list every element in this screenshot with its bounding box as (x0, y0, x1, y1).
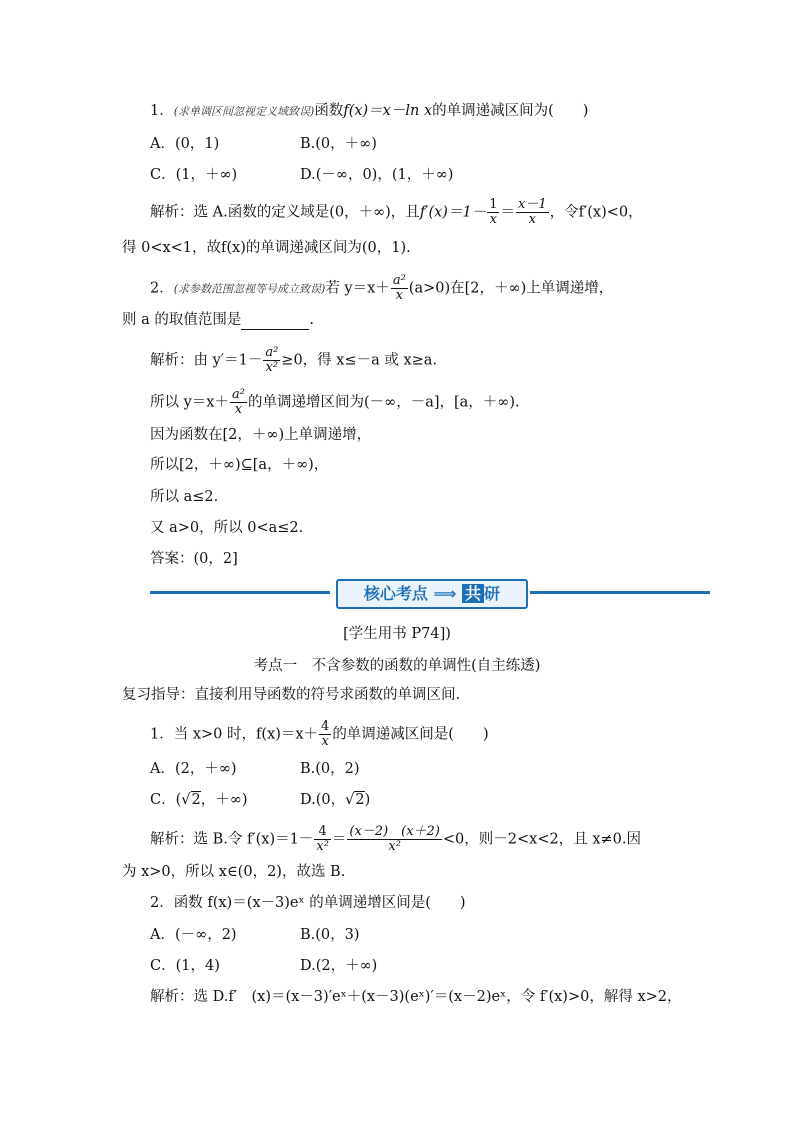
q2-s2-frac (230, 388, 247, 417)
banner-arrow-icon: ⟹ (433, 584, 457, 603)
q1-number: 1． (150, 103, 174, 119)
q1-sol-a: 解析：选 A.函数的定义域是(0，＋∞)，且 (150, 204, 420, 221)
p1-sol-frac1 (314, 825, 331, 854)
q2-solution-line2 (150, 388, 520, 417)
q1-stem-c: 的单调递减区间为( ) (432, 103, 589, 119)
q1-solution-line1 (150, 198, 643, 227)
q2-answer: 答案：(0，2] (150, 551, 238, 567)
q2-s1-frac (263, 346, 280, 375)
p1-stem (150, 720, 489, 749)
p1-opt-d-b: ) (364, 792, 371, 808)
p1-option-b: B.(0，2) (300, 761, 360, 777)
q1-sol-frac1-den: x (489, 212, 498, 227)
p1-stem-frac-num: 4 (321, 719, 330, 734)
p1-sol-b: <0，则－2<x<2，且 x≠0.因 (442, 831, 641, 848)
q2-stem-a: 若 y＝x＋ (325, 280, 390, 297)
q2-answer-blank (241, 315, 309, 330)
q2-stem-frac (391, 274, 408, 303)
p1-sol-frac1-num: 4 (314, 825, 331, 840)
p1-sol-frac2 (347, 825, 442, 854)
banner-right-text: 研 (484, 584, 501, 603)
p1-opt-c-radicand: 2 (191, 792, 201, 808)
p1-sol-a: 解析：选 B.令 f′(x)＝1－ (150, 831, 314, 848)
q2-s2-b: 的单调递增区间为(－∞，－a]，[a，＋∞). (247, 394, 520, 411)
q2-s1-frac-den: x² (265, 360, 279, 375)
q2-stem2-end: . (309, 312, 314, 328)
p1-stem-frac-den: x (321, 734, 329, 749)
p2-option-a: A．(－∞，2) (150, 927, 237, 943)
q1-tag: (求单调区间忽视定义域致误) (173, 105, 315, 118)
q2-stem-b: (a>0)在[2，＋∞)上单调递增， (408, 280, 614, 297)
q2-solution-line1 (150, 346, 437, 375)
q2-s2-frac-num: a² (231, 387, 245, 402)
q2-s1-a: 解析：由 y′＝1－ (150, 352, 263, 369)
p1-opt-c-b: ，＋∞) (200, 792, 248, 808)
p2-option-d: D.(2，＋∞) (300, 958, 378, 974)
q2-tag: (求参数范围忽视等号成立致误) (173, 282, 326, 296)
q2-s2-a: 所以 y＝x＋ (150, 394, 229, 411)
p1-sol-eq: ＝ (331, 831, 347, 848)
p1-opt-c-a: C．( (150, 792, 182, 808)
p1-option-a: A．(2，＋∞) (150, 761, 237, 777)
p1-solution-line1 (150, 825, 641, 854)
q1-sol-c: ，令f′(x)<0， (549, 204, 643, 221)
q1-sol-b: f′(x)＝1－ (419, 204, 487, 221)
banner-mid-text: 共 (462, 584, 484, 603)
q1-option-a: A．(0，1) (150, 136, 220, 152)
q1-stem-a: 函数 (314, 103, 344, 119)
q1-sol-eq: ＝ (500, 204, 515, 221)
q2-solution-line4: 所以[2，＋∞)⊆[a，＋∞)， (150, 457, 329, 473)
q2-solution-line6: 又 a>0，所以 0<a≤2. (150, 520, 304, 536)
book-reference: [学生用书 P74]) (343, 626, 451, 642)
q1-sol-frac1-num: 1 (489, 197, 498, 212)
q2-s2-frac-den: x (234, 402, 243, 417)
q2-stem (150, 274, 613, 303)
q2-s1-frac-num: a² (265, 345, 279, 360)
q2-s1-b: ≥0，得 x≤－a 或 x≥a. (281, 352, 438, 369)
q1-option-c: C．(1，＋∞) (150, 167, 238, 183)
q2-stem-frac-num: a² (392, 273, 406, 288)
banner-left-text: 核心考点 (363, 584, 428, 603)
p1-stem-frac (319, 720, 331, 749)
q2-stem2: 则 a 的取值范围是 (122, 312, 242, 328)
p1-option-d: D.(0，√2) (300, 792, 371, 808)
q1-solution-line2: 得 0<x<1，故f(x)的单调递减区间为(0，1). (122, 240, 411, 256)
p1-option-c: C．(√2，＋∞) (150, 792, 248, 808)
p1-sol-frac2-num: (x－2) (x＋2) (349, 824, 440, 839)
banner-label (336, 579, 528, 609)
q1-stem-b: f(x)＝x－ln x (343, 103, 433, 119)
p1-sol-frac2-den: x² (388, 839, 401, 854)
q1-sol-frac2 (516, 198, 549, 227)
p1-stem-b: 的单调递减区间是( ) (332, 726, 489, 743)
p2-solution-line1: 解析：选 D.f′ (x)＝(x－3)′eˣ＋(x－3)(eˣ)′＝(x－2)eˣ，令 f′(x)>0，解得 x>2， (150, 989, 682, 1005)
q2-solution-line5: 所以 a≤2. (150, 489, 219, 505)
q2-stem-frac-den: x (395, 288, 403, 303)
section-banner (150, 578, 710, 608)
banner-line-left (150, 591, 330, 594)
q2-solution-line3: 因为函数在[2，＋∞)上单调递增， (150, 427, 372, 443)
p2-option-c: C．(1，4) (150, 958, 220, 974)
q1-option-b: B.(0，＋∞) (300, 136, 377, 152)
p1-opt-d-radicand: 2 (355, 792, 365, 808)
banner-line-right (530, 591, 710, 594)
p1-stem-a: 1．当 x>0 时，f(x)＝x＋ (150, 726, 319, 743)
q1-sol-frac1 (487, 198, 499, 227)
q2-stem-line2 (122, 310, 314, 330)
p2-option-b: B.(0，3) (300, 927, 360, 943)
section-title: 考点一 不含参数的函数的单调性(自主练透) (253, 658, 541, 674)
q1-option-d: D.(－∞，0)，(1，＋∞) (300, 167, 454, 183)
review-guide: 复习指导：直接利用导函数的符号求函数的单调区间. (122, 687, 461, 703)
p1-opt-d-a: D.(0， (300, 792, 346, 808)
q1-sol-frac2-num: x－1 (517, 197, 547, 212)
q1-sol-frac2-den: x (528, 212, 536, 227)
p1-solution-line2: 为 x>0，所以 x∈(0，2)，故选 B. (122, 864, 346, 880)
q2-number: 2． (150, 280, 174, 297)
p1-sol-frac1-den: x² (316, 839, 329, 854)
p2-stem: 2．函数 f(x)＝(x－3)eˣ 的单调递增区间是( ) (150, 895, 466, 911)
q1-stem (150, 101, 588, 122)
